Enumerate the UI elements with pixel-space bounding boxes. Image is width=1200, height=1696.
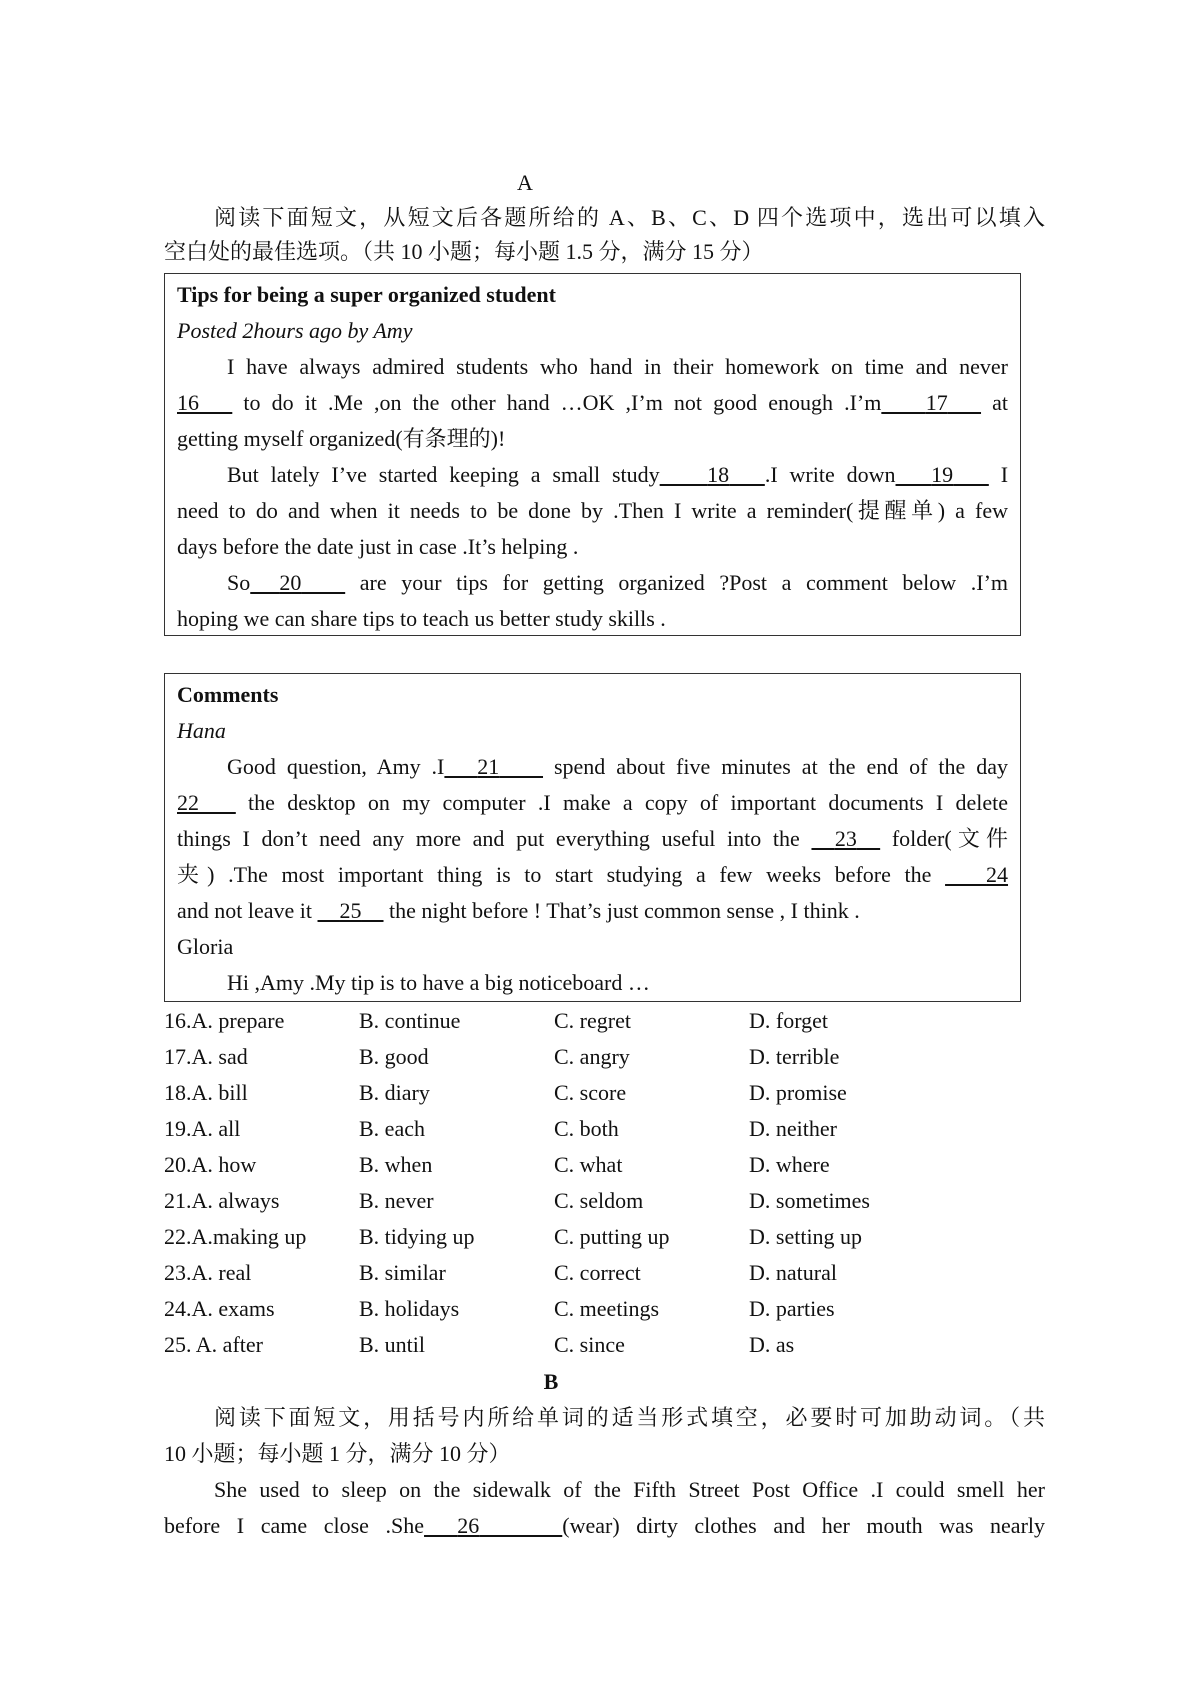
blank-25: 25 <box>339 898 362 923</box>
option-row: 18.A. bill B. diary C. score D. promise <box>164 1080 847 1105</box>
blank-21: 21 <box>477 754 500 779</box>
post-line-2: 16 to do it .Me ,on the other hand …OK ,I’m not good enough .I’m 17 at <box>177 390 1009 415</box>
section-a-instruction-line2: 空白处的最佳选项。（共 10 小题；每小题 1.5 分，满分 15 分） <box>164 239 764 264</box>
blank-20: 20 <box>279 570 302 595</box>
blank-26: 26 <box>457 1513 480 1538</box>
post-title: Tips for being a super organized student <box>177 282 556 307</box>
option-row: 17.A. sad B. good C. angry D. terrible <box>164 1044 840 1069</box>
comment-line-6: Hi ,Amy .My tip is to have a big noticeboard … <box>227 970 650 995</box>
blank-16: 16 <box>177 390 199 415</box>
option-row: 23.A. real B. similar C. correct D. natural <box>164 1260 837 1285</box>
blank-24: 24 <box>986 862 1009 887</box>
comments-heading: Comments <box>177 682 279 707</box>
section-b-letter: B <box>543 1369 559 1394</box>
option-row: 24.A. exams B. holidays C. meetings D. parties <box>164 1296 835 1321</box>
post-line-8: hoping we can share tips to teach us better study skills . <box>177 606 666 631</box>
comment-author-gloria: Gloria <box>177 934 234 959</box>
post-line-3: getting myself organized(有条理的)! <box>177 426 506 451</box>
option-row: 22.A.making up B. tidying up C. putting up D. setting up <box>164 1224 863 1249</box>
comment-line-2: 22 the desktop on my computer .I make a copy of important documents I delete <box>177 790 1009 815</box>
option-row: 16.A. prepare B. continue C. regret D. forget <box>164 1008 829 1033</box>
post-line-5: need to do and when it needs to be done by .Then I write a reminder(提醒单) a few <box>177 498 1008 523</box>
post-box <box>164 273 1021 636</box>
option-row: 25. A. after B. until C. since D. as <box>164 1332 795 1357</box>
section-b-para-line1: She used to sleep on the sidewalk of the Fifth Street Post Office .I could smell her <box>214 1477 1045 1502</box>
comment-line-1: Good question, Amy .I 21 spend about five minutes at the end of the day <box>227 754 1009 779</box>
blank-23: 23 <box>834 826 857 851</box>
post-line-6: days before the date just in case .It’s helping . <box>177 534 579 559</box>
option-row: 20.A. how B. when C. what D. where <box>164 1152 830 1177</box>
section-a-instruction-line1: 阅读下面短文，从短文后各题所给的 A、B、C、D 四个选项中，选出可以填入 <box>214 205 1045 230</box>
post-line-4: But lately I’ve started keeping a small study 18 .I write down 19 I <box>227 462 1009 487</box>
post-line-7: So 20 are your tips for getting organized ?Post a comment below .I’m <box>227 570 1009 595</box>
comment-author-hana: Hana <box>177 718 226 743</box>
blank-22: 22 <box>177 790 199 815</box>
comment-line-4: 夹) .The most important thing is to start studying a few weeks before the 24 <box>177 862 1009 887</box>
option-row: 21.A. always B. never C. seldom D. sometimes <box>164 1188 870 1213</box>
post-byline: Posted 2hours ago by Amy <box>177 318 413 343</box>
option-row: 19.A. all B. each C. both D. neither <box>164 1116 837 1141</box>
post-line-1: I have always admired students who hand in their homework on time and never <box>227 354 1008 379</box>
comments-box <box>164 673 1021 1002</box>
blank-17: 17 <box>925 390 948 415</box>
comment-line-5: and not leave it 25 the night before ! That’s just common sense , I think . <box>177 898 860 923</box>
blank-18: 18 <box>707 462 730 487</box>
section-b-instruction-line2: 10 小题；每小题 1 分，满分 10 分） <box>164 1441 511 1466</box>
section-b-instruction-line1: 阅读下面短文，用括号内所给单词的适当形式填空，必要时可加助动词。（共 <box>214 1405 1045 1430</box>
blank-19: 19 <box>931 462 954 487</box>
section-b-para-line2: before I came close .She 26 (wear) dirty clothes and her mouth was nearly <box>164 1513 1046 1538</box>
section-a-letter: A <box>517 170 533 195</box>
comment-line-3: things I don’t need any more and put everything useful into the 23 folder(文件 <box>177 826 1009 851</box>
